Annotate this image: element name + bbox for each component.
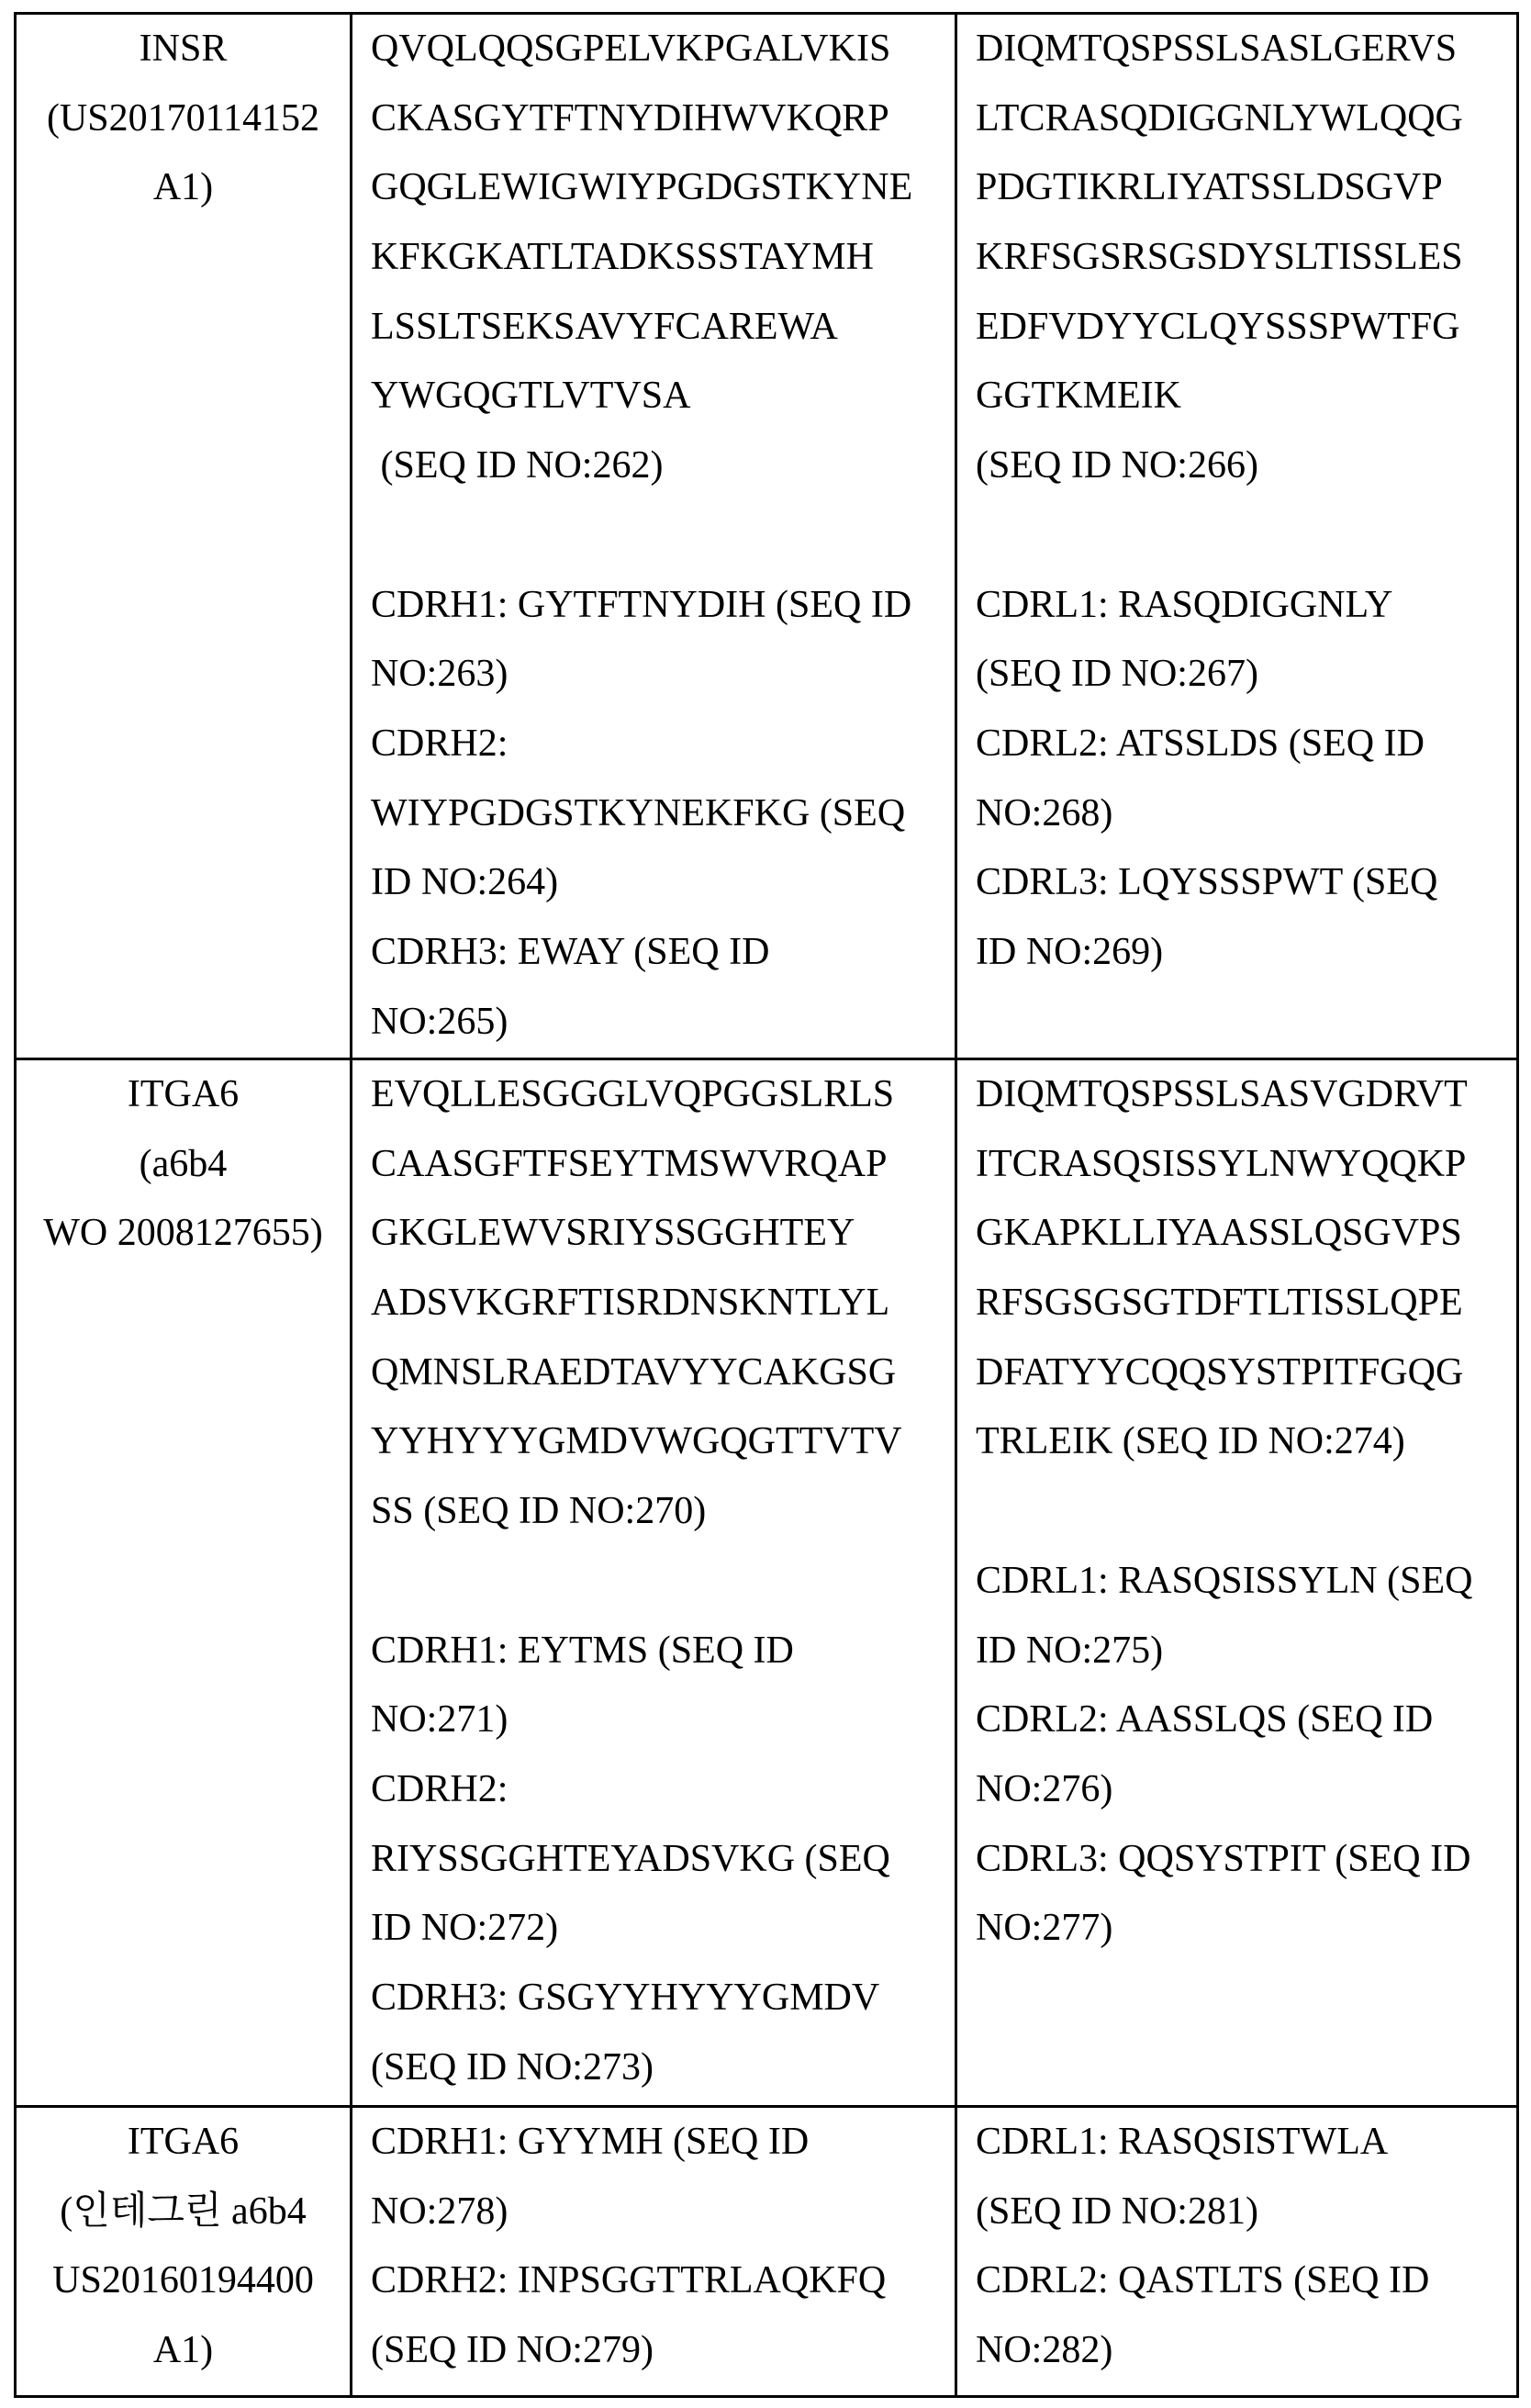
cell-text-line: DIQMTQSPSSLSASLGERVS <box>976 28 1458 70</box>
cell-text-line: ADSVKGRFTISRDNSKNTLYL <box>371 1282 890 1325</box>
cell-text-line: (US20170114152 <box>46 96 320 140</box>
cell-text-line: GKAPKLLIYAASSLQSGVPS <box>976 1212 1462 1255</box>
cell-text-line: CDRL3: LQYSSSPWT (SEQ <box>976 861 1438 904</box>
cell-text-line: CDRH2: <box>371 1767 508 1810</box>
cell-text-line: CKASGYTFTNYDIHWVKQRP <box>371 96 889 140</box>
cell-text-line: ID NO:269) <box>976 930 1164 973</box>
cell-text-line: CAASGFTFSEYTMSWVRQAP <box>371 1142 888 1185</box>
cell-text-line: (SEQ ID NO:262) <box>371 444 664 487</box>
cell-text-line: CDRL3: QQSYSTPIT (SEQ ID <box>976 1837 1471 1880</box>
cell-text-line: ITGA6 <box>127 1073 240 1115</box>
cell-text-line: LTCRASQDIGGNLYWLQQG <box>976 96 1463 140</box>
cell-text-line: CDRH1: GYYMH (SEQ ID <box>371 2121 810 2163</box>
cell-text-line: LSSLTSEKSAVYFCAREWA <box>371 305 838 348</box>
cell-text-line: EDFVDYYCLQYSSSPWTFG <box>976 305 1460 348</box>
target-cell <box>16 14 352 1059</box>
cell-text-line: YWGQGTLVTVSA <box>371 375 691 418</box>
cell-text-line: GQGLEWIGWIYPGDGSTKYNE <box>371 166 913 209</box>
cell-text-line: CDRL2: ATSSLDS (SEQ ID <box>976 722 1425 765</box>
heavy-chain-cell <box>352 1059 956 2107</box>
cell-text-line: CDRL1: RASQDIGGNLY <box>976 583 1393 626</box>
cell-text-line: (인테그린 a6b4 <box>60 2190 307 2233</box>
heavy-chain-cell <box>352 14 956 1059</box>
cell-text-line: INSR <box>139 28 228 70</box>
cell-text-line: A1) <box>152 2329 214 2372</box>
cell-text-line: RIYSSGGHTEYADSVKG (SEQ <box>371 1837 890 1880</box>
cell-text-line: GKGLEWVSRIYSSGGHTEY <box>371 1212 855 1255</box>
target-cell <box>16 1059 352 2107</box>
cell-text-line: (a6b4 <box>139 1142 228 1185</box>
cell-text-line <box>976 1477 1516 1547</box>
cell-text-line: WO 2008127655) <box>43 1212 323 1255</box>
cell-text-line: (SEQ ID NO:281) <box>976 2190 1258 2233</box>
cell-text-line: CDRL2: AASSLQS (SEQ ID <box>976 1698 1434 1742</box>
cell-text-line: CDRH3: GSGYYHYYYGMDV <box>371 1976 880 2019</box>
cell-text-line: ITCRASQSISSYLNWYQQKP <box>976 1142 1467 1185</box>
cell-text-line: (SEQ ID NO:266) <box>976 444 1258 487</box>
cell-text-line: KFKGKATLTADKSSSTAYMH <box>371 236 874 279</box>
cell-text-line: A1) <box>152 166 214 209</box>
cell-text-line: DIQMTQSPSSLSASVGDRVT <box>976 1073 1468 1115</box>
table-row <box>16 14 1518 1059</box>
cell-text-line: ID NO:264) <box>371 861 559 904</box>
cell-text-line: ID NO:275) <box>976 1629 1164 1672</box>
cell-text-line: YYHYYYGMDVWGQGTTVTV <box>371 1420 902 1463</box>
cell-text-line: EVQLLESGGGLVQPGGSLRLS <box>371 1073 895 1115</box>
cell-text-line: NO:278) <box>371 2190 508 2233</box>
cell-text-line: (SEQ ID NO:279) <box>371 2329 654 2372</box>
cell-text-line: QVQLQQSGPELVKPGALVKIS <box>371 28 891 70</box>
heavy-chain-cell <box>352 2107 956 2397</box>
cell-text-line: NO:268) <box>976 791 1113 834</box>
cell-text-line: WIYPGDGSTKYNEKFKG (SEQ <box>371 791 906 834</box>
cell-text-line: ID NO:272) <box>371 1907 559 1950</box>
cell-text-line: CDRH3: EWAY (SEQ ID <box>371 930 770 973</box>
cell-text-line: NO:277) <box>976 1907 1113 1950</box>
cell-text-line: CDRH2: <box>371 722 508 765</box>
light-chain-cell <box>956 1059 1518 2107</box>
cell-text-line <box>371 1547 955 1617</box>
cell-text-line: NO:282) <box>976 2329 1113 2372</box>
target-cell <box>16 2107 352 2397</box>
cell-text-line: ITGA6 <box>127 2121 240 2163</box>
cell-text-line: CDRH1: GYTFTNYDIH (SEQ ID <box>371 583 912 626</box>
table-row <box>16 2107 1518 2397</box>
cell-text-line: CDRL2: QASTLTS (SEQ ID <box>976 2259 1430 2302</box>
cell-text-line <box>976 501 1516 571</box>
cell-text-line: NO:263) <box>371 653 508 696</box>
cell-text-line: NO:271) <box>371 1698 508 1742</box>
light-chain-cell <box>956 2107 1518 2397</box>
cell-text-line: SS (SEQ ID NO:270) <box>371 1490 707 1533</box>
table-row <box>16 1059 1518 2107</box>
cell-text-line: (SEQ ID NO:267) <box>976 653 1258 696</box>
antibody-sequence-table <box>14 12 1519 2398</box>
cell-text-line: CDRH2: INPSGGTTRLAQKFQ <box>371 2259 887 2302</box>
cell-text-line: NO:265) <box>371 1000 508 1043</box>
cell-text-line <box>371 501 955 571</box>
cell-text-line: CDRL1: RASQSISTWLA <box>976 2121 1389 2163</box>
cell-text-line: DFATYYCQQSYSTPITFGQG <box>976 1350 1464 1394</box>
cell-text-line: (SEQ ID NO:273) <box>371 2045 654 2089</box>
cell-text-line: NO:276) <box>976 1767 1113 1810</box>
cell-text-line: CDRL1: RASQSISSYLN (SEQ <box>976 1559 1473 1602</box>
cell-text-line: PDGTIKRLIYATSSLDSGVP <box>976 166 1443 209</box>
cell-text-line: US20160194400 <box>52 2259 314 2302</box>
cell-text-line: KRFSGSRSGSDYSLTISSLES <box>976 236 1463 279</box>
cell-text-line: CDRH1: EYTMS (SEQ ID <box>371 1629 794 1672</box>
cell-text-line: RFSGSGSGTDFTLTISSLQPE <box>976 1282 1463 1325</box>
cell-text-line: QMNSLRAEDTAVYYCAKGSG <box>371 1350 897 1394</box>
light-chain-cell <box>956 14 1518 1059</box>
cell-text-line: TRLEIK (SEQ ID NO:274) <box>976 1420 1405 1463</box>
cell-text-line: GGTKMEIK <box>976 375 1181 418</box>
